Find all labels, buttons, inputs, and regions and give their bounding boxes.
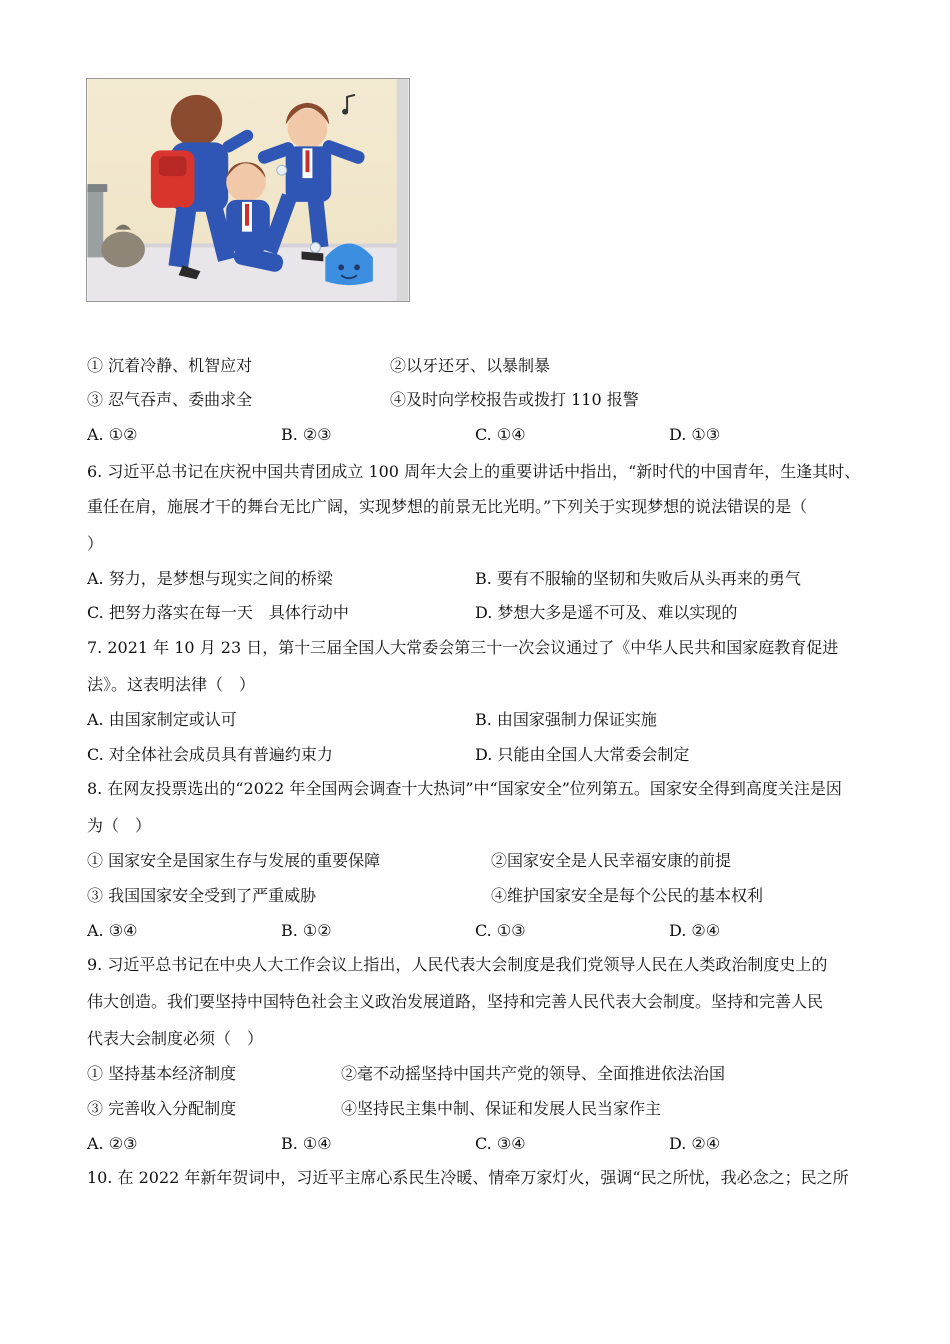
q8-choice-d: D. ②④ <box>669 921 721 940</box>
q6-stem-line-1: 6. 习近平总书记在庆祝中国共青团成立 100 周年大会上的重要讲话中指出，“新时代的中国青年，生逢其时、 <box>87 462 861 481</box>
q6-choice-a: A. 努力，是梦想与现实之间的桥梁 <box>87 569 333 588</box>
q9-stem-line-2: 伟大创造。我们要坚持中国特色社会主义政治发展道路，坚持和完善人民代表大会制度。坚持和完善人民 <box>87 992 824 1011</box>
q8-choice-a: A. ③④ <box>87 921 138 940</box>
q5-item-3: ③ 忍气吞声、委曲求全 <box>87 390 253 409</box>
q5-choice-c: C. ①④ <box>475 425 526 444</box>
q9-item-1: ① 坚持基本经济制度 <box>87 1064 237 1083</box>
q9-choice-d: D. ②④ <box>669 1134 721 1153</box>
q9-item-3: ③ 完善收入分配制度 <box>87 1099 237 1118</box>
q9-stem-line-3: 代表大会制度必须（ ） <box>87 1029 264 1048</box>
q8-item-2: ②国家安全是人民幸福安康的前提 <box>491 851 732 870</box>
q6-stem-line-2: 重任在肩，施展才干的舞台无比广阔，实现梦想的前景无比光明。”下列关于实现梦想的说法错误的是（ <box>87 497 808 516</box>
q9-item-2: ②毫不动摇坚持中国共产党的领导、全面推进依法治国 <box>341 1064 726 1083</box>
q9-choice-a: A. ②③ <box>87 1134 138 1153</box>
q7-stem-line-1: 7. 2021 年 10 月 23 日，第十三届全国人大常委会第三十一次会议通过了《中华人民共和国家庭教育促进 <box>87 638 839 657</box>
q5-choice-d: D. ①③ <box>669 425 721 444</box>
q7-choice-d: D. 只能由全国人大常委会制定 <box>475 745 690 764</box>
q8-item-4: ④维护国家安全是每个公民的基本权利 <box>491 886 764 905</box>
q6-choice-d: D. 梦想大多是遥不可及、难以实现的 <box>475 603 738 622</box>
q9-item-4: ④坚持民主集中制、保证和发展人民当家作主 <box>341 1099 662 1118</box>
q5-item-2: ②以牙还牙、以暴制暴 <box>390 356 551 375</box>
q8-choice-b: B. ①② <box>281 921 332 940</box>
q10-stem-line-1: 10. 在 2022 年新年贺词中，习近平主席心系民生冷暖、情牵万家灯火，强调“民之所忧，我必念之；民之所 <box>87 1168 849 1187</box>
q6-stem-line-3: ） <box>87 534 104 553</box>
q8-choice-c: C. ①③ <box>475 921 526 940</box>
q6-choice-c: C. 把努力落实在每一天 具体行动中 <box>87 603 349 622</box>
q9-choice-c: C. ③④ <box>475 1134 526 1153</box>
q9-choice-b: B. ①④ <box>281 1134 332 1153</box>
q7-stem-line-2: 法》。这表明法律（ ） <box>87 675 256 694</box>
q5-item-4: ④及时向学校报告或拨打 110 报警 <box>390 390 639 409</box>
q6-choice-b: B. 要有不服输的坚韧和失败后从头再来的勇气 <box>475 569 801 588</box>
q7-choice-a: A. 由国家制定或认可 <box>87 710 237 729</box>
q9-stem-line-1: 9. 习近平总书记在中央人大工作会议上指出，人民代表大会制度是我们党领导人民在人类政治制度史上的 <box>87 955 828 974</box>
bullying-illustration <box>86 78 410 302</box>
q7-choice-c: C. 对全体社会成员具有普遍约束力 <box>87 745 333 764</box>
q8-item-3: ③ 我国国家安全受到了严重威胁 <box>87 886 317 905</box>
q5-item-1: ① 沉着冷静、机智应对 <box>87 356 253 375</box>
q7-choice-b: B. 由国家强制力保证实施 <box>475 710 657 729</box>
cartoon-bullying-illustration-icon <box>87 79 409 301</box>
q8-item-1: ① 国家安全是国家生存与发展的重要保障 <box>87 851 381 870</box>
q5-choice-b: B. ②③ <box>281 425 332 444</box>
q8-stem-line-1: 8. 在网友投票选出的“2022 年全国两会调查十大热词”中“国家安全”位列第五。国家安全得到高度关注是因 <box>87 779 842 798</box>
q8-stem-line-2: 为（ ） <box>87 816 152 835</box>
q5-choice-a: A. ①② <box>87 425 138 444</box>
